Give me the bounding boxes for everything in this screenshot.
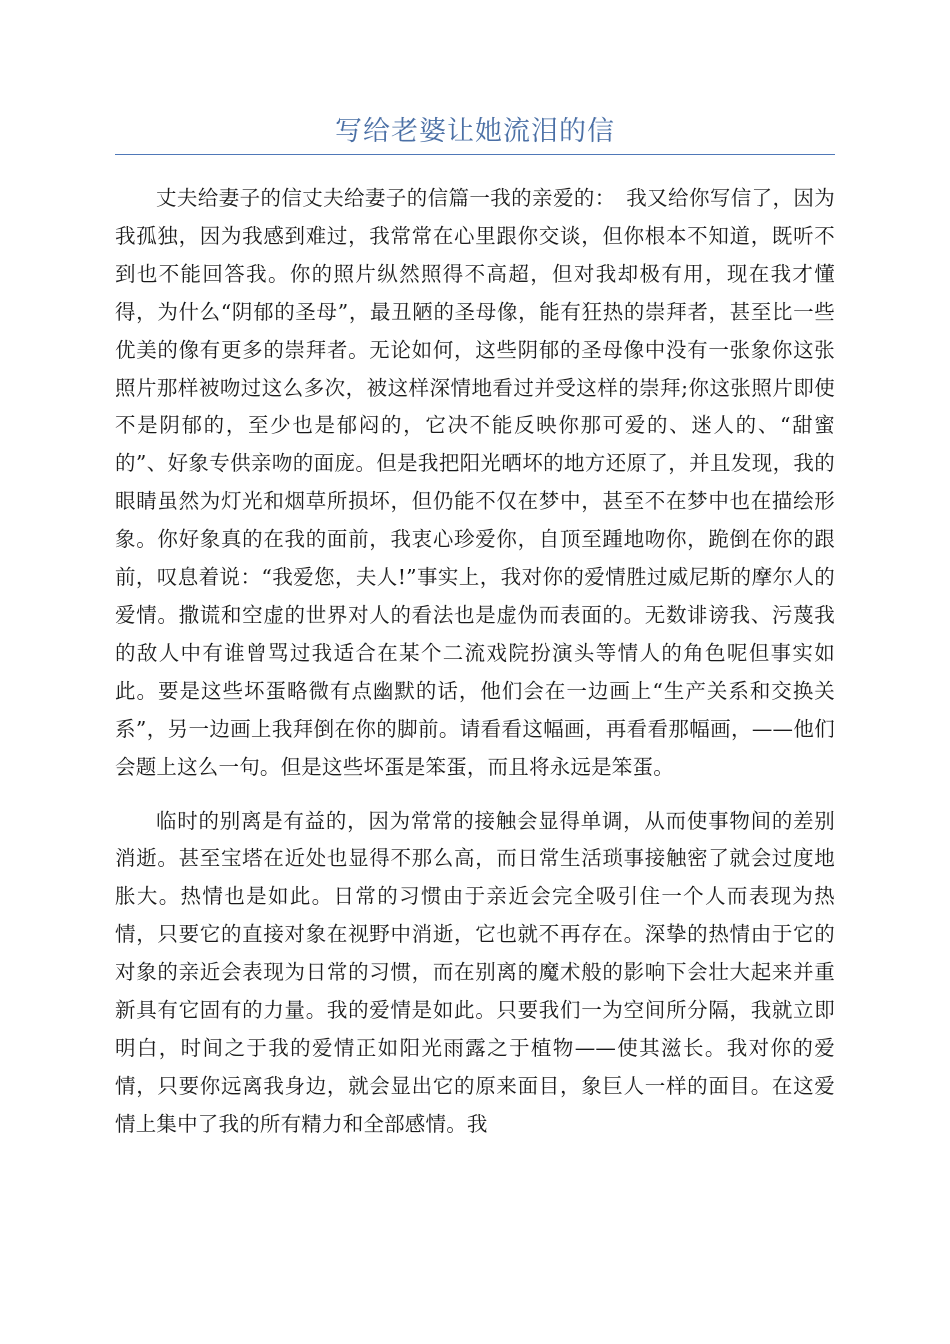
document-title: 写给老婆让她流泪的信 [335,116,615,147]
document-body [115,180,835,1144]
title-underline [115,154,835,155]
body-paragraph-2: 临时的别离是有益的，因为常常的接触会显得单调，从而使事物间的差别消逝。甚至宝塔在近处也显得不那么高，而日常生活琐事接触密了就会过度地胀大。热情也是如此。日常的习惯由于亲近会完全吸引住一个人而表现为热情，只要它的直接对象在视野中消逝，它也就不再存在。深挚的热情由于它的对象的亲近会表现为日常的习惯，而在别离的魔术般的影响下会壮大起来并重新具有它固有的力量。我的爱情是如此。只要我们一为空间所分隔，我就立即明白，时间之于我的爱情正如阳光雨露之于植物——使其滋长。我对你的爱情，只要你远离我身边，就会显出它的原来面目，象巨人一样的面目。在这爱情上集中了我的所有精力和全部感情。我 [115,808,835,1136]
body-paragraph-1: 丈夫给妻子的信丈夫给妻子的信篇一我的亲爱的： 我又给你写信了，因为我孤独，因为我感到难过，我常常在心里跟你交谈，但你根本不知道，既听不到也不能回答我。你的照片纵然照得不高超，但对我却极有用，现在我才懂得，为什么“阴郁的圣母”，最丑陋的圣母像，能有狂热的崇拜者，甚至比一些优美的像有更多的崇拜者。无论如何，这些阴郁的圣母像中没有一张象你这张照片那样被吻过这么多次，被这样深情地看过并受这样的崇拜;你这张照片即使不是阴郁的，至少也是郁闷的，它决不能反映你那可爱的、迷人的、“甜蜜的”、好象专供亲吻的面庞。但是我把阳光晒坏的地方还原了，并且发现，我的眼睛虽然为灯光和烟草所损坏，但仍能不仅在梦中，甚至不在梦中也在描绘形象。你好象真的在我的面前，我衷心珍爱你，自顶至踵地吻你，跪倒在你的跟前，叹息着说：“我爱您，夫人!”事实上，我对你的爱情胜过威尼斯的摩尔人的爱情。撒谎和空虚的世界对人的看法也是虚伪而表面的。无数诽谤我、污蔑我的敌人中有谁曾骂过我适合在某个二流戏院扮演头等情人的角色呢但事实如此。要是这些坏蛋略微有点幽默的话，他们会在一边画上“生产关系和交换关系”，另一边画上我拜倒在你的脚前。请看看这幅画，再看看那幅画，——他们会题上这么一句。但是这些坏蛋是笨蛋，而且将永远是笨蛋。 [115,186,835,779]
